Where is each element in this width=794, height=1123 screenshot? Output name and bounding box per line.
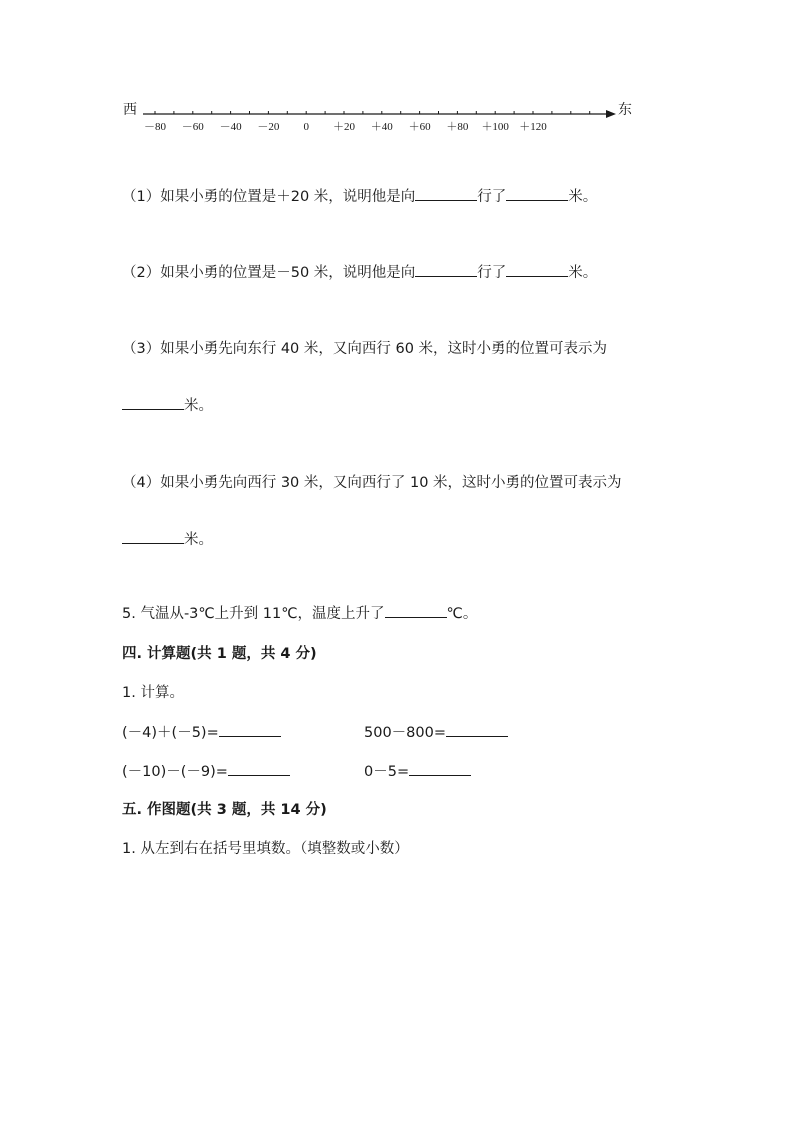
calc-item-2 [364,721,508,742]
q3-suffix: 米。 [184,398,213,414]
axis-arrow [606,110,616,118]
tick-label: ＋20 [333,121,355,133]
q3-position-blank[interactable] [122,408,184,410]
q1-mid: 行了 [477,189,507,205]
q5-suffix: ℃。 [446,606,478,622]
calc-4-answer-blank[interactable] [409,774,471,776]
question-4-answer [122,528,213,549]
q4-suffix: 米。 [184,532,213,548]
tick-label: 0 [303,121,309,133]
q4-position-blank[interactable] [122,542,184,544]
section-5-question-1: 1. 从左到右在括号里填数。（填整数或小数） [122,841,409,857]
tick-label: ＋100 [481,121,509,133]
q4-text: （4）如果小勇先向西行 30 米，又向西行了 10 米，这时小勇的位置可表示为 [122,475,622,491]
calc-3-answer-blank[interactable] [228,774,290,776]
calc-2-expression: 500－800= [364,725,447,741]
tick-label: －80 [144,121,166,133]
section-4-question-1: 1. 计算。 [122,685,184,701]
question-1 [122,185,597,206]
number-line [118,96,638,136]
section-5-heading: 五. 作图题(共 3 题，共 14 分) [122,802,327,818]
tick-label: ＋120 [519,121,547,133]
tick-label: ＋80 [446,121,469,133]
tick-label: －40 [219,121,242,133]
q2-mid: 行了 [477,265,507,281]
calc-item-4 [364,760,471,781]
question-3-answer [122,394,213,415]
q5-text: 5. 气温从-3℃上升到 11℃，温度上升了 [122,606,385,622]
tick-label: ＋60 [408,121,431,133]
tick-label: －60 [181,121,204,133]
calc-2-answer-blank[interactable] [446,735,508,737]
question-3 [122,337,607,358]
tick-label: －20 [257,121,280,133]
q1-text: （1）如果小勇的位置是＋20 米，说明他是向 [122,189,416,205]
q1-direction-blank[interactable] [415,199,477,201]
question-2 [122,261,597,282]
q1-distance-blank[interactable] [506,199,568,201]
q2-distance-blank[interactable] [506,275,568,277]
west-label: 西 [123,103,137,118]
tick-label: ＋40 [370,121,393,133]
question-4 [122,471,622,492]
calc-item-1 [122,721,281,742]
q5-temperature-blank[interactable] [385,616,447,618]
east-label: 东 [618,103,632,118]
question-5 [122,602,477,623]
q2-text: （2）如果小勇的位置是－50 米，说明他是向 [122,265,416,281]
calc-3-expression: (－10)－(－9)= [122,764,228,780]
q3-text: （3）如果小勇先向东行 40 米，又向西行 60 米，这时小勇的位置可表示为 [122,341,608,357]
q2-direction-blank[interactable] [415,275,477,277]
calc-4-expression: 0－5= [364,764,410,780]
q1-suffix: 米。 [568,189,598,205]
calc-item-3 [122,760,290,781]
section-4-heading: 四. 计算题(共 1 题，共 4 分) [122,646,317,662]
calc-1-expression: (－4)＋(－5)= [122,725,219,741]
q2-suffix: 米。 [568,265,598,281]
calc-1-answer-blank[interactable] [219,735,281,737]
